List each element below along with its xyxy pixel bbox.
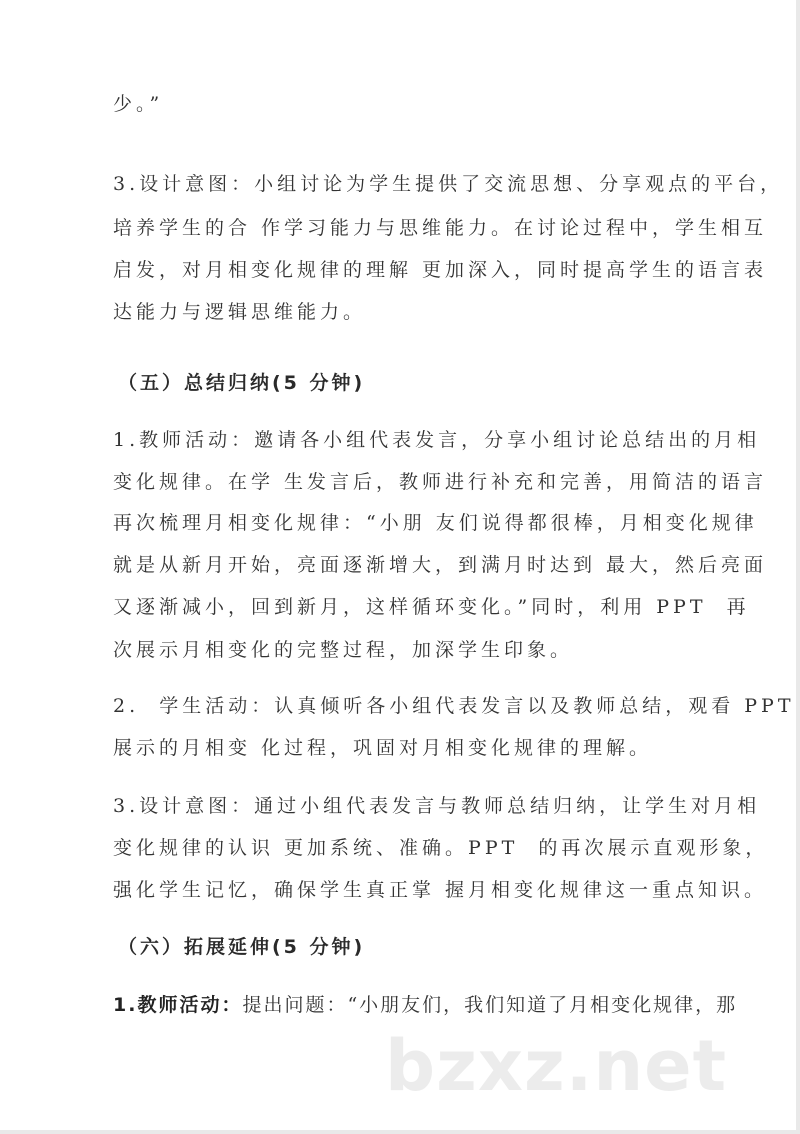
paragraph-line: 3.设计意图：通过小组代表发言与教师总结归纳，让学生对月相 [113, 795, 761, 817]
paragraph-line: 2. 学生活动：认真倾听各小组代表发言以及教师总结，观看 PPT [113, 695, 795, 717]
paragraph-line: 1.教师活动：邀请各小组代表发言，分享小组讨论总结出的月相 [113, 429, 761, 451]
paragraph-line: 展示的月相变 化过程，巩固对月相变化规律的理解。 [113, 737, 653, 759]
paragraph-line: 3.设计意图：小组讨论为学生提供了交流思想、分享观点的平台， [113, 173, 784, 195]
paragraph-line: 少。” [113, 93, 164, 115]
paragraph-line: 变化规律的认识 更加系统、准确。PPT 的再次展示直观形象， [113, 837, 769, 859]
paragraph-line: 达能力与逻辑思维能力。 [113, 301, 367, 323]
item-text: 提出问题：“小朋友们，我们知道了月相变化规律，那 [242, 994, 738, 1016]
section-heading: （五）总结归纳(5 分钟) [118, 372, 366, 394]
paragraph-line: 强化学生记忆，确保学生真正掌 握月相变化规律这一重点知识。 [113, 879, 768, 901]
paragraph-line: 次展示月相变化的完整过程，加深学生印象。 [113, 639, 574, 661]
paragraph-line: 再次梳理月相变化规律：“小朋 友们说得都很棒，月相变化规律 [113, 512, 758, 534]
paragraph-line: 培养学生的合 作学习能力与思维能力。在讨论过程中，学生相互 [113, 217, 768, 239]
paragraph-line: 变化规律。在学 生发言后，教师进行补充和完善，用简洁的语言 [113, 471, 768, 493]
paragraph-line: 启发，对月相变化规律的理解 更加深入，同时提高学生的语言表 [113, 259, 768, 281]
item-label: 1.教师活动： [113, 994, 243, 1016]
paragraph-line: 又逐渐减小，回到新月，这样循环变化。”同时，利用 PPT 再 [113, 596, 750, 618]
watermark: bzxz.net [385, 1025, 728, 1107]
section-heading: （六）拓展延伸(5 分钟) [118, 936, 366, 958]
paragraph-line: 就是从新月开始，亮面逐渐增大，到满月时达到 最大，然后亮面 [113, 554, 768, 576]
paragraph-line [113, 993, 737, 1017]
